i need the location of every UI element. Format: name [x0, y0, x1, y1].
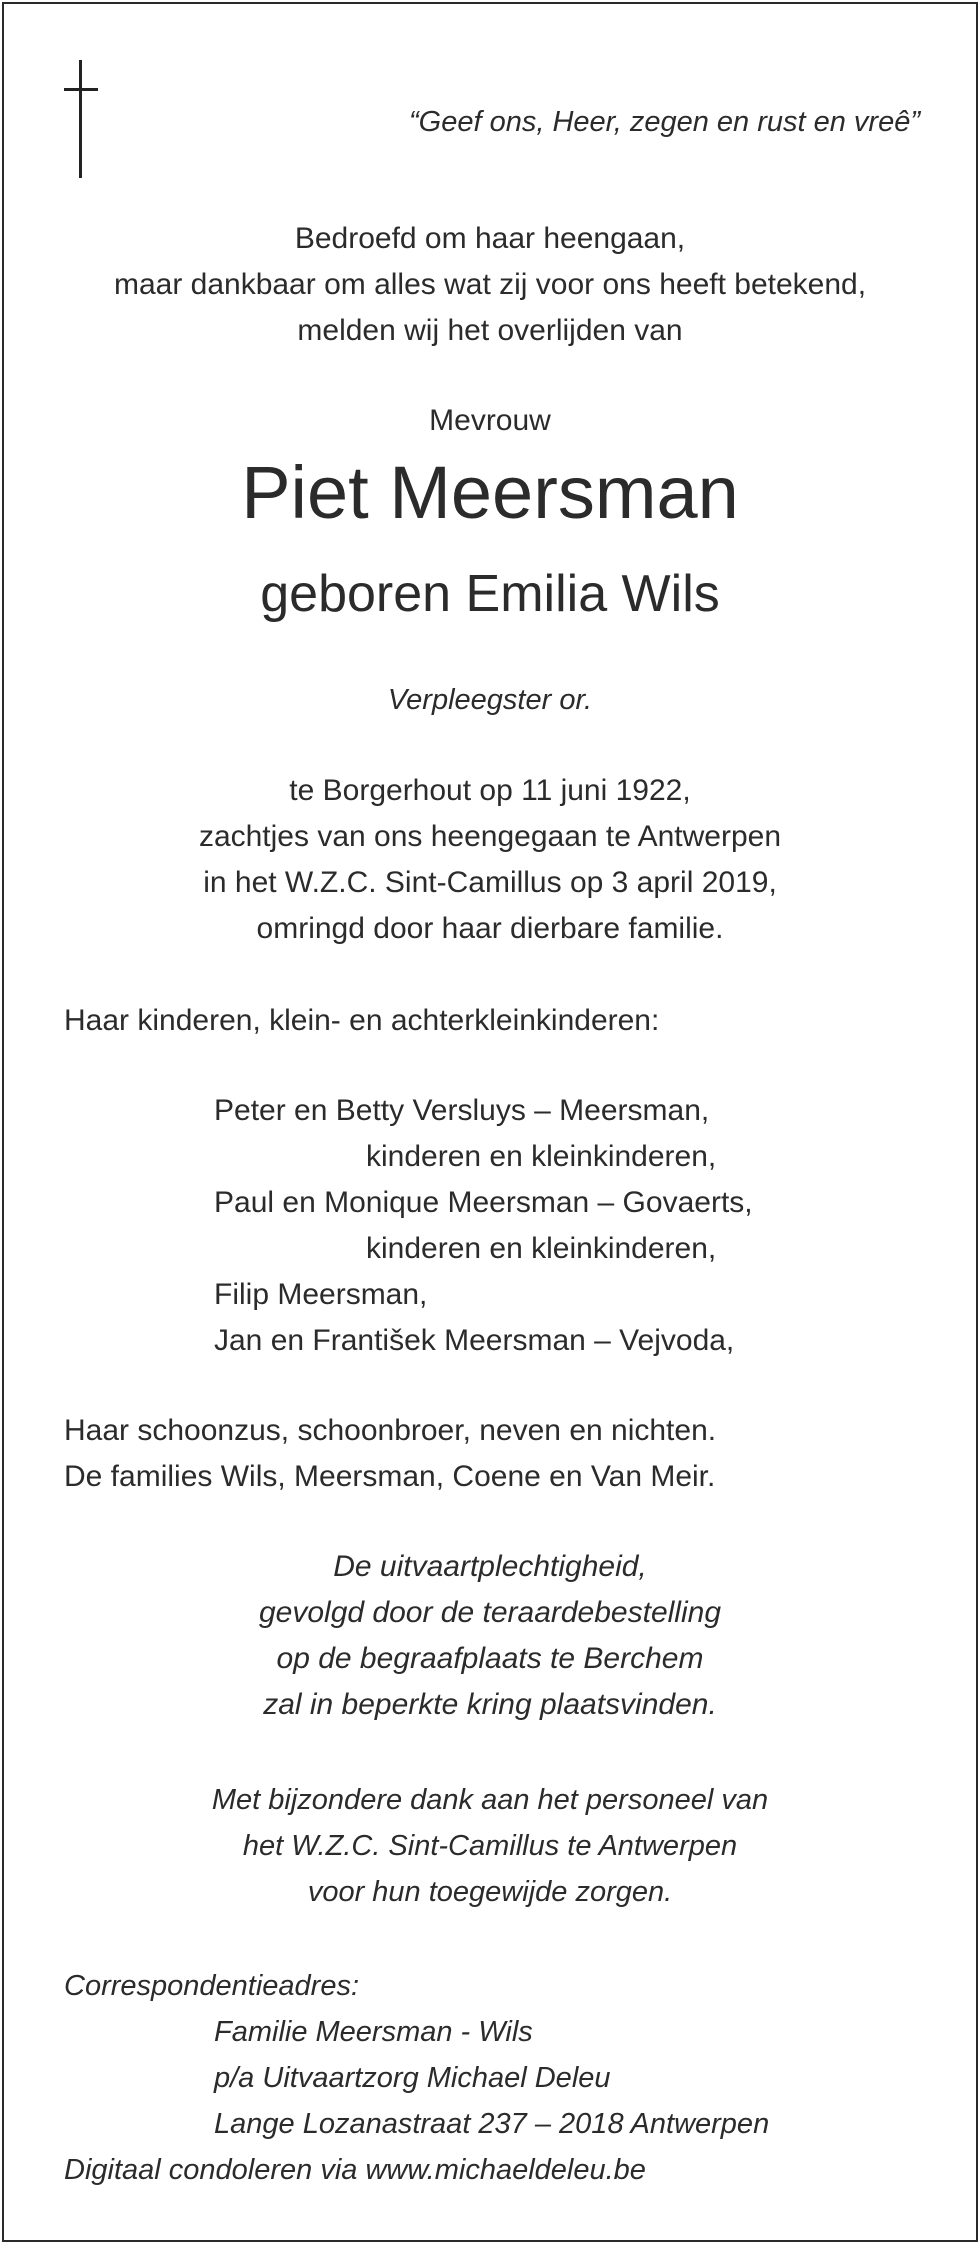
ceremony-line-1: De uitvaartplechtigheid, — [333, 1550, 647, 1583]
relatives-line-1: Haar schoonzus, schoonbroer, neven en nichten. — [64, 1414, 717, 1447]
correspondence-line: p/a Uitvaartzorg Michael Deleu — [214, 2062, 611, 2094]
family-line: Filip Meersman, — [214, 1278, 428, 1311]
deceased-name: Piet Meersman — [241, 451, 739, 534]
details-line-4: omringd door haar dierbare familie. — [256, 912, 724, 945]
family-line: Paul en Monique Meersman – Govaerts, — [214, 1186, 753, 1219]
family-line: kinderen en kleinkinderen, — [366, 1140, 717, 1173]
intro-line-2: maar dankbaar om alles wat zij voor ons heeft betekend, — [113, 268, 867, 301]
family-line: Peter en Betty Versluys – Meersman, — [214, 1094, 710, 1127]
profession: Verpleegster or. — [387, 684, 593, 716]
details-line-2: zachtjes van ons heengegaan te Antwerpen — [198, 820, 782, 853]
relatives-line-2: De families Wils, Meersman, Coene en Van Meir. — [64, 1460, 716, 1493]
thanks-line-3: voor hun toegewijde zorgen. — [307, 1876, 673, 1908]
ceremony-line-4: zal in beperkte kring plaatsvinden. — [263, 1688, 717, 1721]
correspondence-label: Correspondentieadres: — [64, 1970, 360, 2002]
correspondence-line: Familie Meersman - Wils — [214, 2016, 533, 2048]
intro-line-3: melden wij het overlijden van — [297, 314, 683, 347]
intro-line-1: Bedroefd om haar heengaan, — [294, 222, 686, 255]
ceremony-line-2: gevolgd door de teraardebestelling — [259, 1596, 721, 1629]
family-line: Jan en František Meersman – Vejvoda, — [214, 1324, 735, 1357]
obituary-card — [2, 2, 978, 2242]
thanks-line-2: het W.Z.C. Sint-Camillus te Antwerpen — [242, 1830, 738, 1862]
title-prefix: Mevrouw — [429, 404, 551, 437]
family-heading: Haar kinderen, klein- en achterkleinkinderen: — [64, 1004, 660, 1037]
details-line-3: in het W.Z.C. Sint-Camillus op 3 april 2019, — [203, 866, 777, 899]
quote: “Geef ons, Heer, zegen en rust en vreê” — [409, 106, 920, 138]
correspondence-line: Lange Lozanastraat 237 – 2018 Antwerpen — [214, 2108, 770, 2140]
condolence-link[interactable]: Digitaal condoleren via www.michaeldeleu.be — [64, 2154, 646, 2186]
family-line: kinderen en kleinkinderen, — [366, 1232, 717, 1265]
ceremony-line-3: op de begraafplaats te Berchem — [276, 1642, 704, 1675]
details-line-1: te Borgerhout op 11 juni 1922, — [289, 774, 691, 807]
birth-name: geboren Emilia Wils — [260, 565, 720, 623]
thanks-line-1: Met bijzondere dank aan het personeel van — [211, 1784, 769, 1816]
